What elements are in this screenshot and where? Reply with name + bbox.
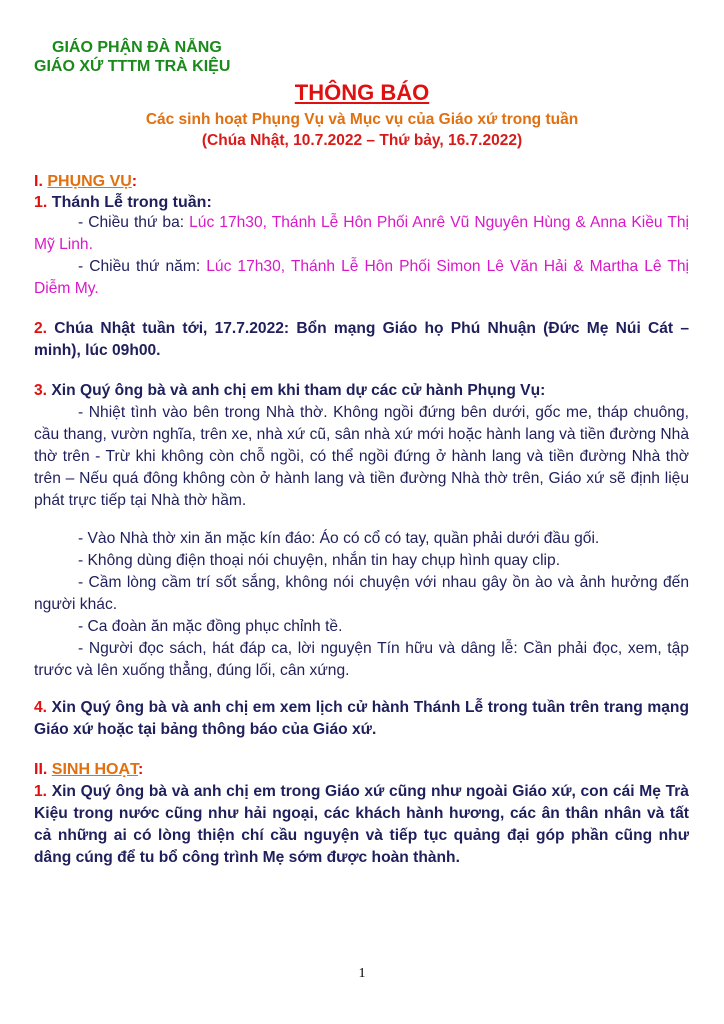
item-4-text: Xin Quý ông bà và anh chị em xem lịch cử hành Thánh Lễ trong tuần trên trang mạng Giáo xứ hoặc tại bảng thông báo của Giáo xứ. [34,699,689,738]
section-title: SINH HOẠT [51,761,139,778]
guideline-3: - Không dùng điện thoại nói chuyện, nhắn tin hay chụp hình quay clip. [78,552,561,569]
item-number: 4. [34,699,48,716]
mass-tuesday-label: - Chiều thứ ba: [78,214,185,231]
item-number: 2. [34,320,48,337]
item-1-heading [34,193,212,213]
guideline-2: - Vào Nhà thờ xin ăn mặc kín đáo: Áo có cổ có tay, quần phải dưới đầu gối. [78,530,600,547]
section-colon: : [131,173,138,190]
section-heading-phung-vu [34,172,137,192]
section-roman: I. [34,173,43,190]
item-3-heading [34,380,689,402]
item-number: 1. [34,783,48,800]
mass-thursday-label: - Chiều thứ năm: [78,258,201,275]
activity-item-1-text: Xin Quý ông bà và anh chị em trong Giáo xứ cũng như ngoài Giáo xứ, con cái Mẹ Trà Kiệu trong nước cũng như hải ngoại, các khách hành hương, các ân thân nhân và tất cả những ai có lòng thiện chí cầu nguyện và tiếp tục quảng đại góp phần cũng như dâng cúng để tu bổ công trình Mẹ sớm được hoàn thành. [34,783,689,866]
item-2-text: Chúa Nhật tuần tới, 17.7.2022: Bổn mạng Giáo họ Phú Nhuận (Đức Mẹ Núi Cát – minh), lúc 09h00. [34,320,689,359]
mass-tuesday [34,212,689,256]
activity-item-1 [34,781,689,869]
mass-thursday-text: Lúc 17h30, Thánh Lễ Hôn Phối Simon Lê Văn Hải & Martha Lê Thị Diễm My. [34,258,689,297]
parish-name: GIÁO XỨ TTTM TRÀ KIỆU [34,58,231,75]
item-2 [34,318,689,362]
page-title: THÔNG BÁO [294,80,430,105]
section-title: PHỤNG VỤ [47,173,132,190]
date-range: (Chúa Nhật, 10.7.2022 – Thứ bảy, 16.7.2022) [201,132,523,149]
guideline-4: - Cầm lòng cầm trí sốt sắng, không nói chuyện với nhau gây ồn ào và ảnh hưởng đến người khác. [34,574,689,613]
guideline-1: - Nhiệt tình vào bên trong Nhà thờ. Không ngồi đứng bên dưới, gốc me, tháp chuông, cầu thang, vườn nghĩa, trên xe, nhà xứ cũ, sân nhà xứ mới hoặc hành lang và tiền đường Nhà thờ trên - Trừ khi không còn chỗ ngồi, có thể ngồi đứng ở hành lang và tiền đường Nhà thờ trên – Nếu quá đông không còn ở hành lang và tiền đường Nhà thờ trên, Giáo xứ sẽ định liệu phát trực tiếp tại Nhà thờ hầm. [34,404,689,509]
item-4 [34,697,689,741]
guideline-6: - Người đọc sách, hát đáp ca, lời nguyện Tín hữu và dâng lễ: Cần phải đọc, xem, tập trước và lên xuống thẳng, đúng lối, cân xứng. [34,640,689,679]
mass-thursday [34,256,689,300]
item-number: 1. [34,194,48,211]
section-roman: II. [34,761,48,778]
section-heading-sinh-hoat [34,760,143,780]
item-3-heading-text: Xin Quý ông bà và anh chị em khi tham dự các cử hành Phụng Vụ: [51,382,546,399]
guideline-5: - Ca đoàn ăn mặc đồng phục chỉnh tề. [78,618,343,635]
page-number: 1 [358,966,366,981]
section-colon: : [138,761,144,778]
subtitle: Các sinh hoạt Phụng Vụ và Mục vụ của Giáo xứ trong tuần [145,111,579,128]
mass-tuesday-text: Lúc 17h30, Thánh Lễ Hôn Phối Anrê Vũ Nguyên Hùng & Anna Kiều Thị Mỹ Linh. [34,214,689,253]
diocese-name: GIÁO PHẬN ĐÀ NẴNG [52,39,222,56]
item-number: 3. [34,382,48,399]
item-heading-text: Thánh Lễ trong tuần: [51,194,212,211]
